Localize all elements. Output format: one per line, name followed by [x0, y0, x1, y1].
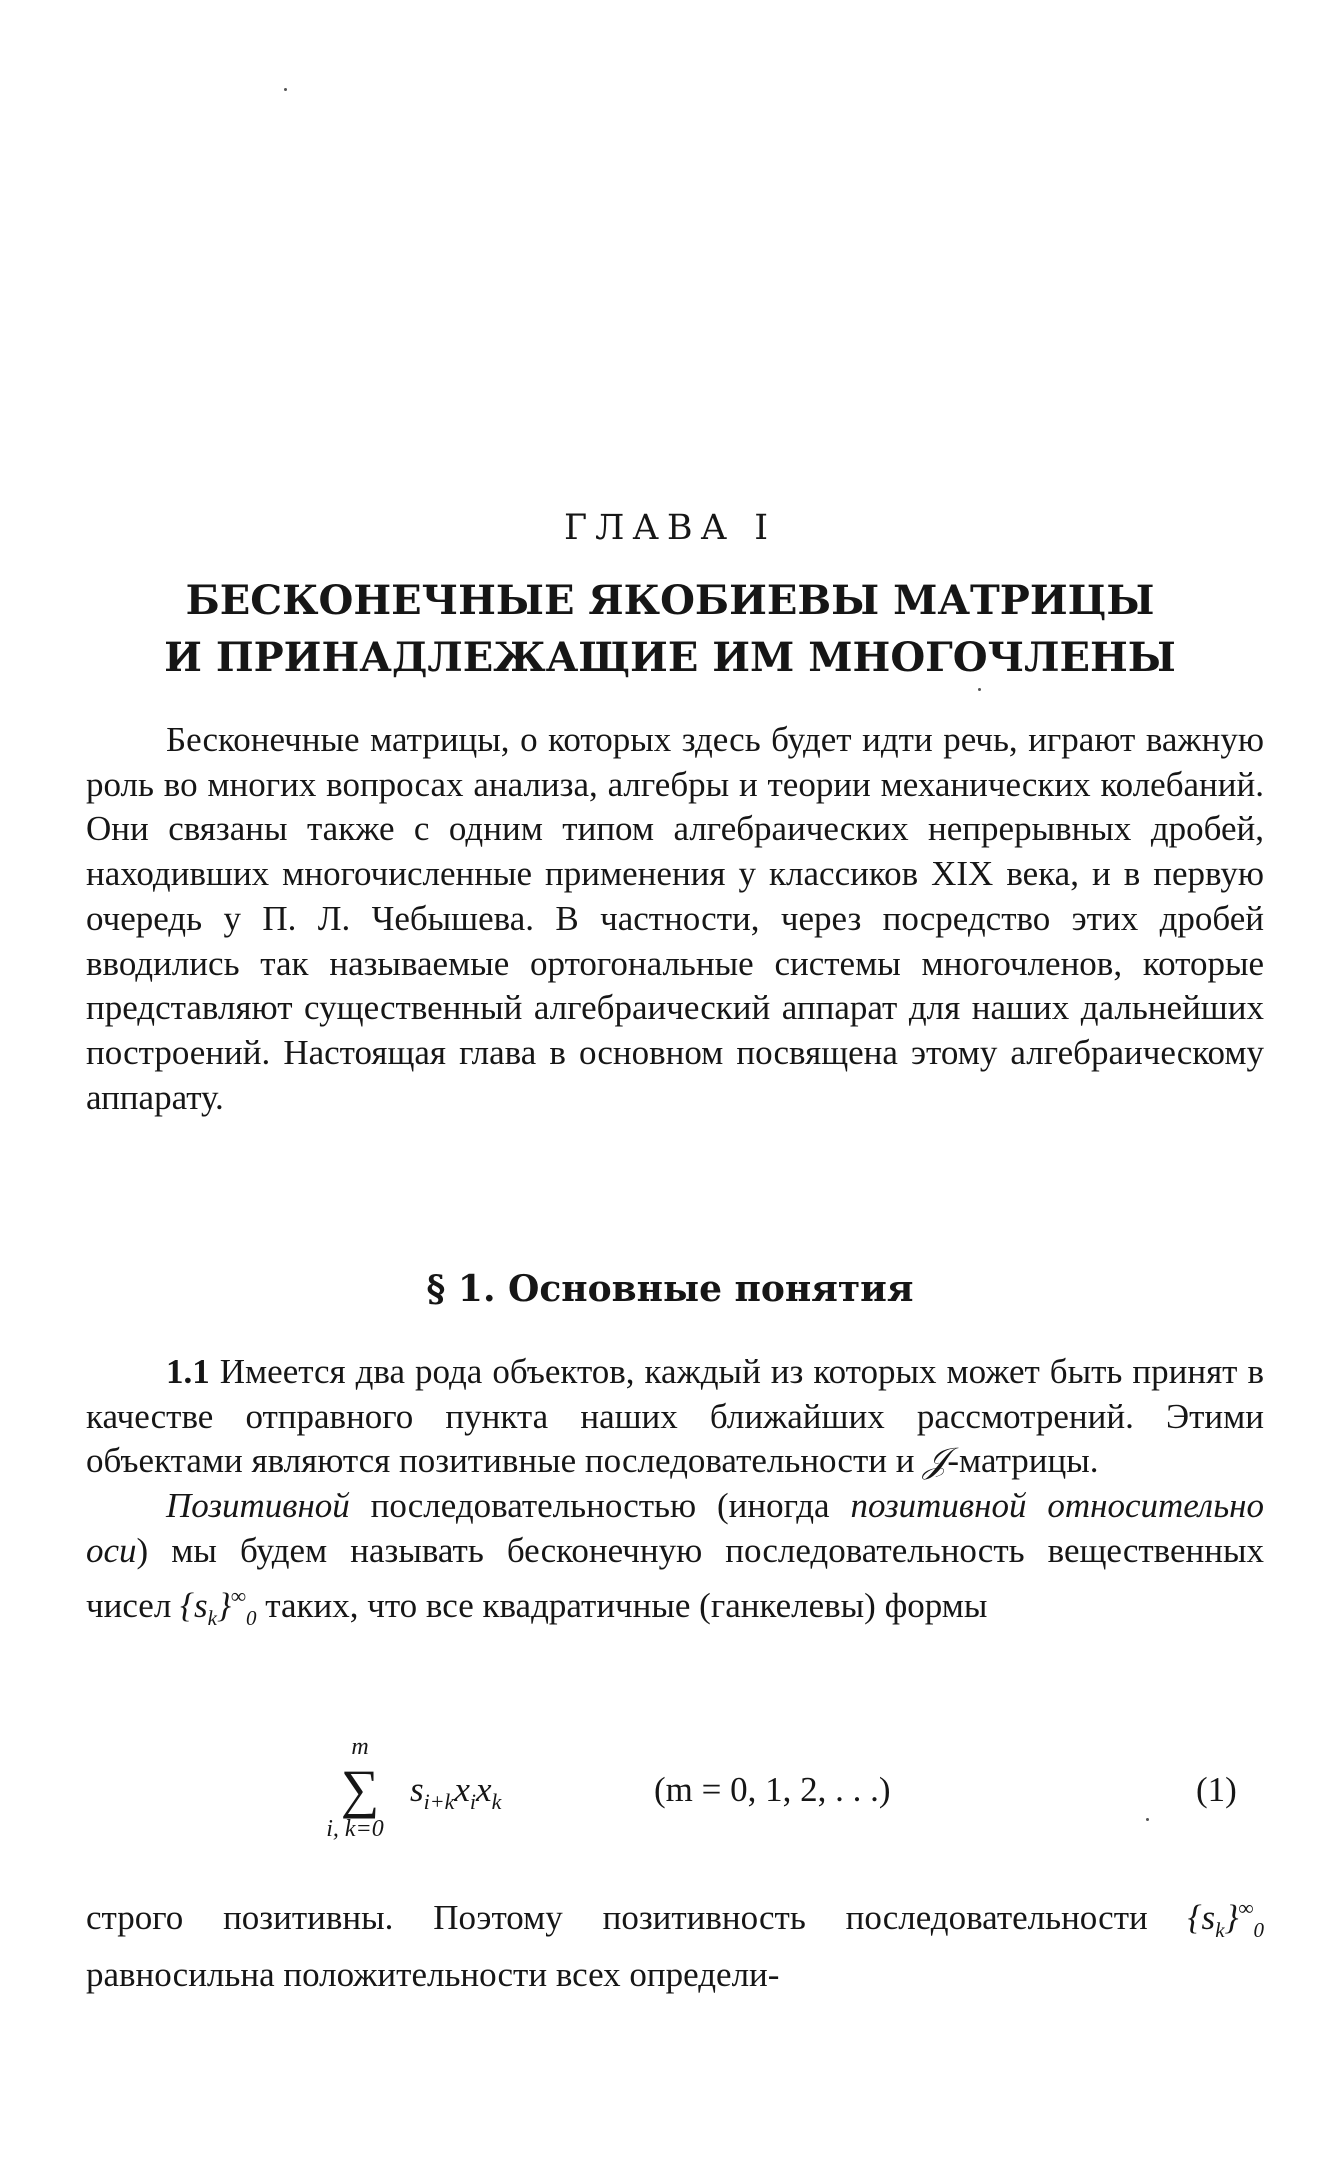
chapter-title-line-1: БЕСКОНЕЧНЫЕ ЯКОБИЕВЫ МАТРИЦЫ [185, 577, 1155, 624]
term-positive-axis: позитивной относительно оси [86, 1486, 1264, 1570]
tail-paragraph [86, 1886, 1264, 1997]
paragraph-1-1-suffix: -матрицы. [947, 1441, 1099, 1481]
intro-paragraph [86, 718, 1264, 1120]
sum-expression: $s_{i+k}x_ix_k$ [410, 1770, 502, 1814]
sequence-symbol: $\{s_k\}^\infty_0$ [180, 1583, 257, 1630]
main-text [86, 1350, 1264, 1640]
jacobi-symbol: 𝒥 [923, 1441, 948, 1481]
chapter-title [0, 572, 1340, 686]
section-heading [0, 1268, 1340, 1310]
speck [284, 88, 287, 91]
formula-1 [0, 1734, 1340, 1864]
tail-text-1: строго позитивны. Поэтому позитивность последовательности [86, 1898, 1148, 1937]
formula-number: (1) [1196, 1770, 1237, 1809]
term-positive: Позитивной [166, 1486, 350, 1526]
chapter-title-line-2: И ПРИНАДЛЕЖАЩИЕ ИМ МНОГОЧЛЕНЫ [164, 634, 1176, 681]
paragraph-1-1-text: Имеется два рода объектов, каждый из которых может быть принят в качестве отправного пункта наших ближайших рассмотрений. Этими объектами являются позитивные последовательности и [86, 1352, 1264, 1481]
section-number: 1. [457, 1268, 496, 1310]
sum-lower-limit: i, k=0 [326, 1816, 384, 1842]
definition-text-2: ) мы будем называть бесконечную последовательность вещественных чисел [86, 1530, 1264, 1625]
section-symbol: § [426, 1268, 446, 1310]
definition-text-3: таких, что все квадратичные (ганкелевы) формы [265, 1585, 988, 1625]
paragraph-number: 1.1 [166, 1352, 210, 1391]
sum-operator [326, 1734, 390, 1843]
section-title: Основные понятия [508, 1268, 914, 1310]
intro-text: Бесконечные матрицы, о которых здесь будет идти речь, играют важную роль во многих вопросах анализа, алгебры и теории механических колебаний. Они связаны также с одним типом алгебраических непрерывных дробей, находивших многочисленные применения у классиков XIX века, и в первую очередь у П. Л. Чебышева. В частности, через посредство этих дробей вводились так называемые ортогональные системы многочленов, которые представляют существенный алгебраический аппарат для наших дальнейших построений. Настоящая глава в основном посвящена этому алгебраическому аппарату. [86, 720, 1264, 1117]
speck [978, 688, 981, 691]
tail-text [86, 1886, 1264, 1997]
sequence-symbol: $\{s_k\}^\infty_0$ [1187, 1896, 1264, 1942]
paragraph-1-1 [86, 1350, 1264, 1484]
formula-range: (m = 0, 1, 2, . . .) [654, 1770, 891, 1809]
chapter-label: ГЛАВА I [563, 508, 777, 548]
tail-text-2: равносильна положительности всех определи- [86, 1954, 780, 1994]
definition-text-1: последовательностью (иногда [370, 1486, 830, 1526]
sum-upper-limit: m [351, 1734, 369, 1760]
definition-paragraph [86, 1484, 1264, 1640]
sum-sign: ∑ [340, 1759, 380, 1819]
